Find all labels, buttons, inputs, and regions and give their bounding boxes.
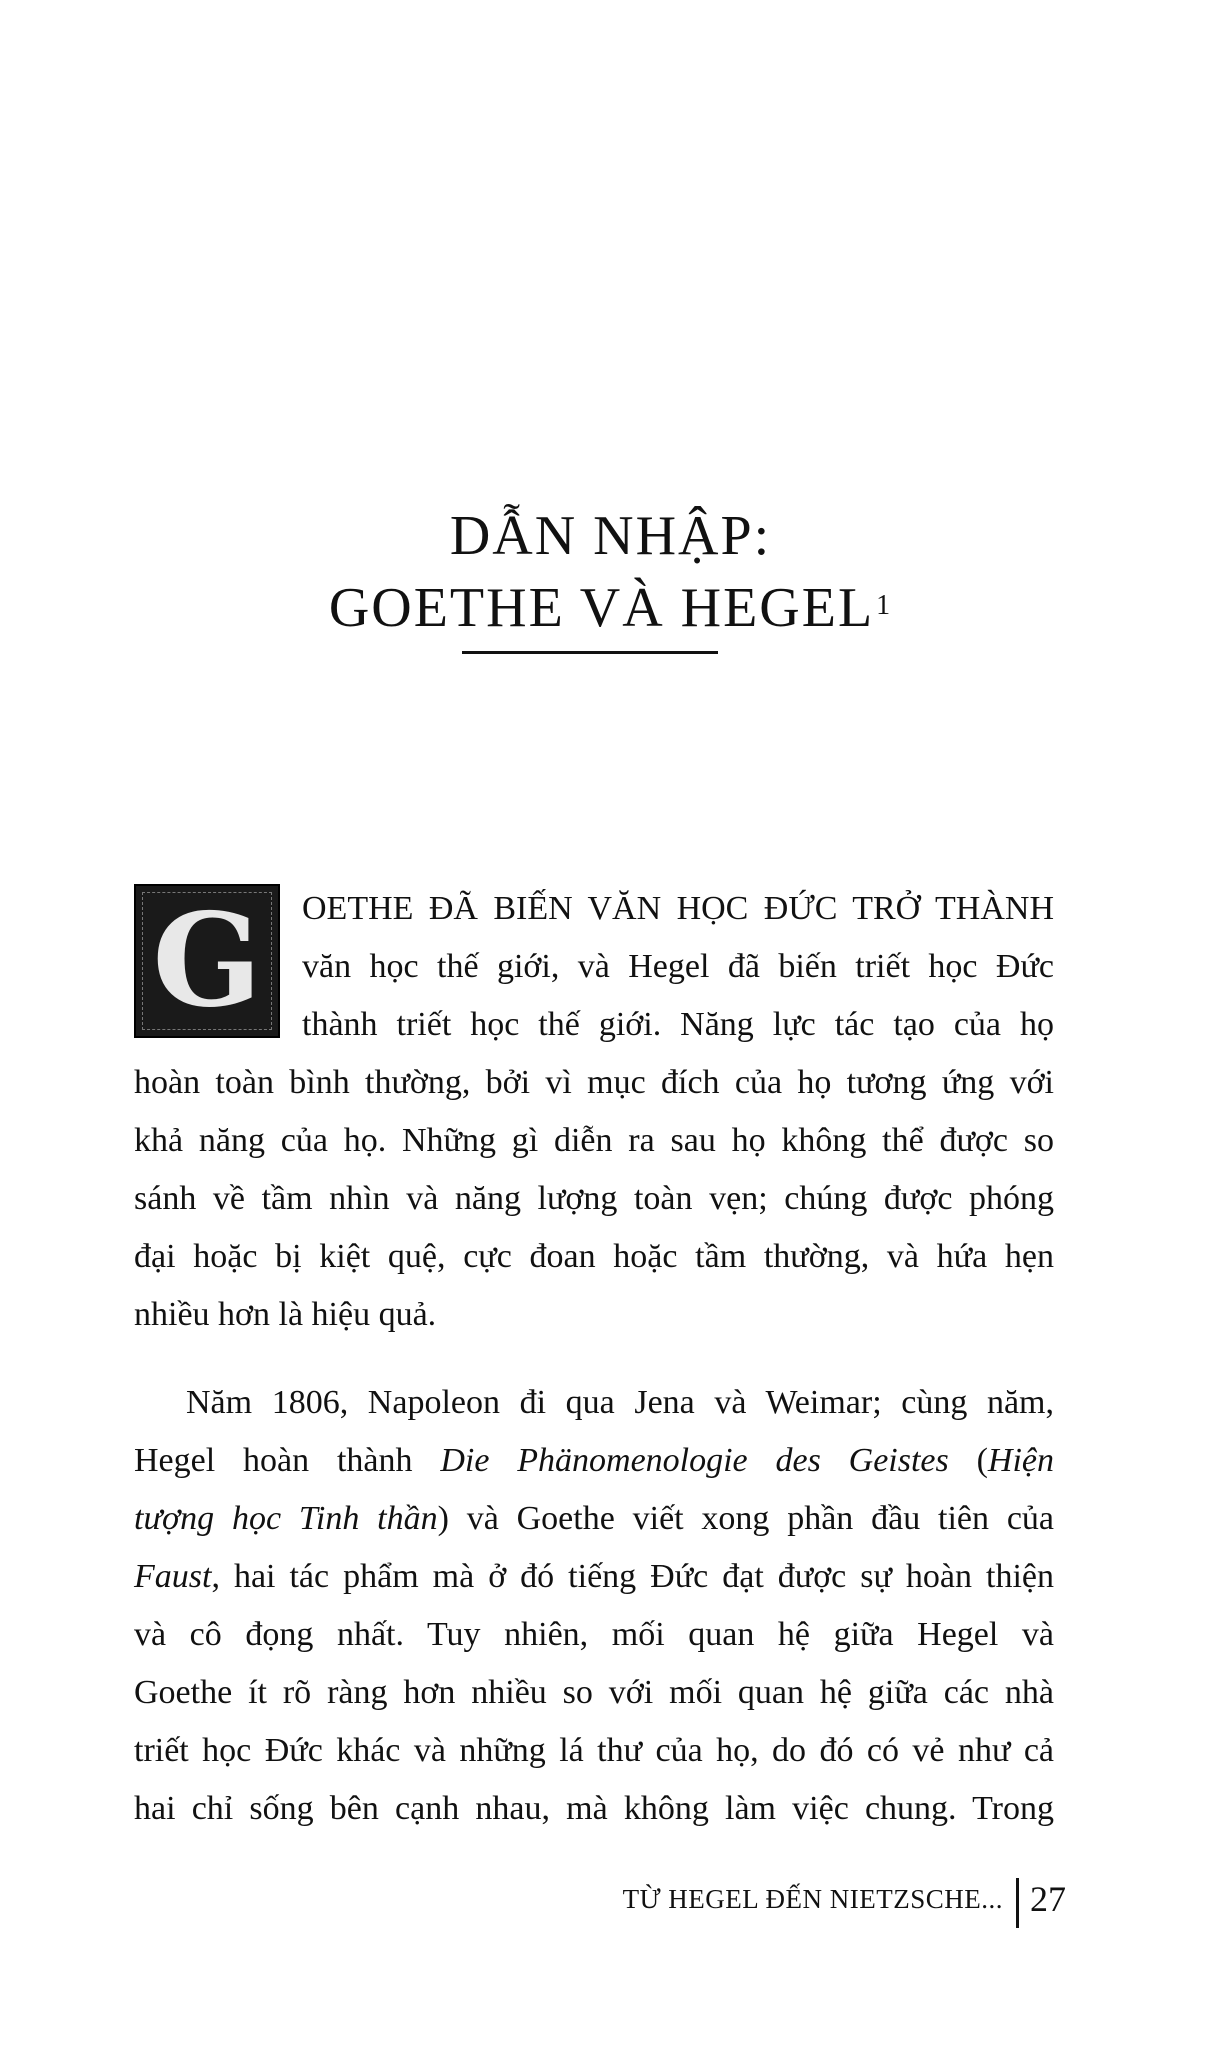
page-number: 27 bbox=[1030, 1879, 1066, 1919]
p2-line-2-c: ( bbox=[948, 1442, 988, 1479]
p2-line-3 bbox=[134, 1490, 1054, 1548]
p2-line-3-b: ) và Goethe viết xong phần đầu tiên của bbox=[437, 1500, 1054, 1537]
running-title: TỪ HEGEL ĐẾN NIETZSCHE... bbox=[622, 1884, 1003, 1914]
p1-line-2: văn học thế giới, và Hegel đã biến triết học Đức bbox=[302, 948, 1054, 985]
p2-line-4 bbox=[134, 1548, 1054, 1606]
p2-line-5: và cô đọng nhất. Tuy nhiên, mối quan hệ giữa Hegel và bbox=[134, 1616, 1054, 1653]
p2-line-7: triết học Đức khác và những lá thư của họ, do đó có vẻ như cả bbox=[134, 1732, 1054, 1769]
ornamental-dropcap bbox=[134, 884, 280, 1038]
title-underline-rule bbox=[462, 651, 718, 654]
chapter-title-line2 bbox=[0, 572, 1221, 644]
p1-line-3: thành triết học thế giới. Năng lực tác tạo của họ bbox=[302, 1006, 1054, 1043]
p1-line-6: sánh về tầm nhìn và năng lượng toàn vẹn; chúng được phóng bbox=[134, 1180, 1054, 1217]
p1-line-4: hoàn toàn bình thường, bởi vì mục đích của họ tương ứng với bbox=[134, 1064, 1054, 1101]
footer-divider bbox=[1016, 1878, 1019, 1928]
p2-line-6: Goethe ít rõ ràng hơn nhiều so với mối quan hệ giữa các nhà bbox=[134, 1674, 1054, 1711]
p1-line-1: OETHE ĐÃ BIẾN VĂN HỌC ĐỨC TRỞ THÀNH bbox=[302, 890, 1054, 927]
book-title-phenomenology: Die Phänomenologie des Geistes bbox=[440, 1442, 949, 1479]
p2-line-2-a: Hegel hoàn thành bbox=[134, 1442, 441, 1479]
p2-line-8: hai chỉ sống bên cạnh nhau, mà không làm việc chung. Trong bbox=[134, 1790, 1054, 1827]
book-title-vn-part2: tượng học Tinh thần bbox=[134, 1500, 438, 1537]
p2-line-1: Năm 1806, Napoleon đi qua Jena và Weimar; cùng năm, bbox=[186, 1384, 1054, 1421]
p1-line-5: khả năng của họ. Những gì diễn ra sau họ không thể được so bbox=[134, 1122, 1054, 1159]
p2-line-2 bbox=[134, 1432, 1054, 1490]
chapter-title-line1: DẪN NHẬP: bbox=[449, 505, 772, 567]
footnote-marker: 1 bbox=[876, 590, 893, 621]
book-title-faust: Faust bbox=[134, 1558, 212, 1595]
p1-line-7: đại hoặc bị kiệt quệ, cực đoan hoặc tầm thường, và hứa hẹn bbox=[134, 1238, 1054, 1275]
dropcap-letter: G bbox=[152, 886, 262, 1036]
p1-line-8: nhiều hơn là hiệu quả. bbox=[134, 1296, 437, 1333]
book-title-vn-part1: Hiện bbox=[987, 1442, 1055, 1479]
p2-line-4-b: , hai tác phẩm mà ở đó tiếng Đức đạt được sự hoàn thiện bbox=[211, 1558, 1054, 1595]
chapter-title-text: GOETHE VÀ HEGEL bbox=[328, 577, 875, 639]
